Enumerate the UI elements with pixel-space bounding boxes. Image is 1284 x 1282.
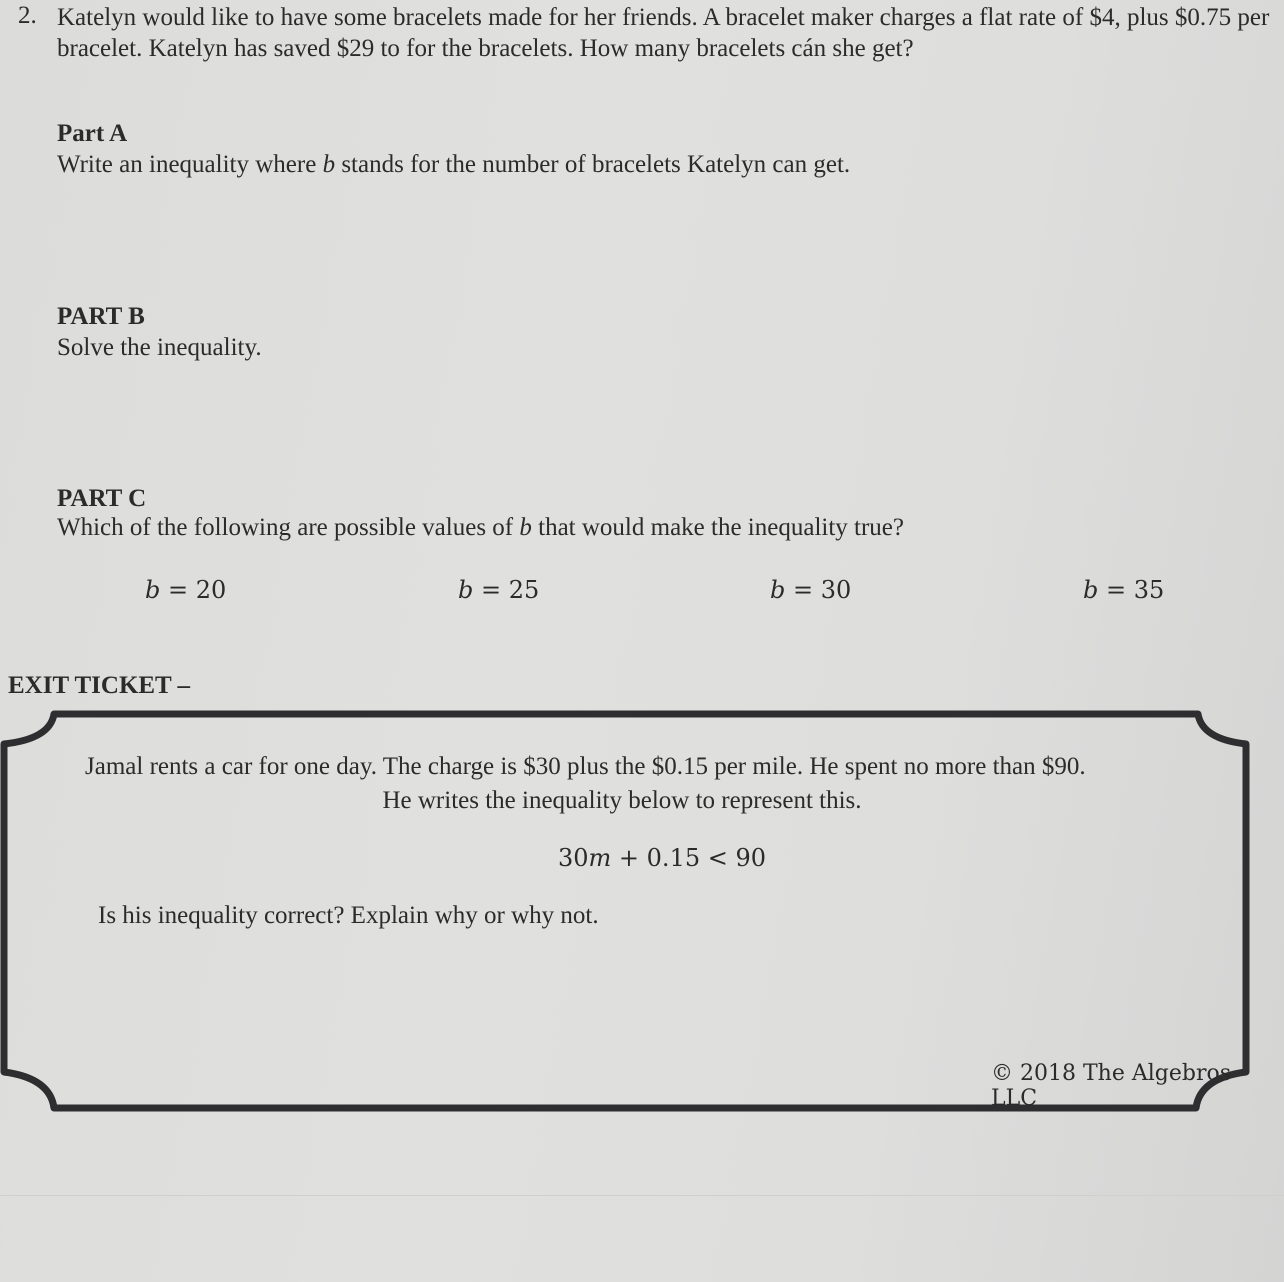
option-b-25: b = 25: [458, 576, 540, 604]
option-b-20: b = 20: [145, 576, 227, 604]
exit-ticket-problem: Jamal rents a car for one day. The charge is $30 plus the $0.15 per mile. He spent no more than $90.: [85, 753, 1086, 780]
exit-ticket-instruction: He writes the inequality below to represent this.: [382, 787, 862, 814]
part-b-text: Solve the inequality.: [57, 334, 262, 361]
part-c-text: Which of the following are possible values of b that would make the inequality true?: [57, 514, 904, 541]
option-b-35: b = 35: [1083, 576, 1165, 604]
copyright-notice: © 2018 The Algebros LLC: [991, 1061, 1231, 1111]
exit-ticket-inequality: 30m + 0.15 < 90: [557, 844, 767, 872]
part-b-heading: PART B: [57, 303, 145, 330]
option-b-30: b = 30: [770, 576, 852, 604]
part-a-heading: Part A: [57, 120, 128, 147]
exit-ticket-question: Is his inequality correct? Explain why or why not.: [98, 902, 599, 929]
part-c-heading: PART C: [57, 485, 147, 512]
part-a-text: Write an inequality where b stands for the number of bracelets Katelyn can get.: [57, 151, 851, 178]
question-number: 2.: [18, 2, 37, 29]
question-text: Katelyn would like to have some bracelets made for her friends. A bracelet maker charges a flat rate of $4, plus $0.75 per bracelet. Katelyn has saved $29 to for the bracelets. How many bracelets cán she get?: [57, 4, 1270, 62]
page-edge-line: [0, 1195, 1284, 1196]
exit-ticket-title: EXIT TICKET –: [8, 672, 191, 699]
